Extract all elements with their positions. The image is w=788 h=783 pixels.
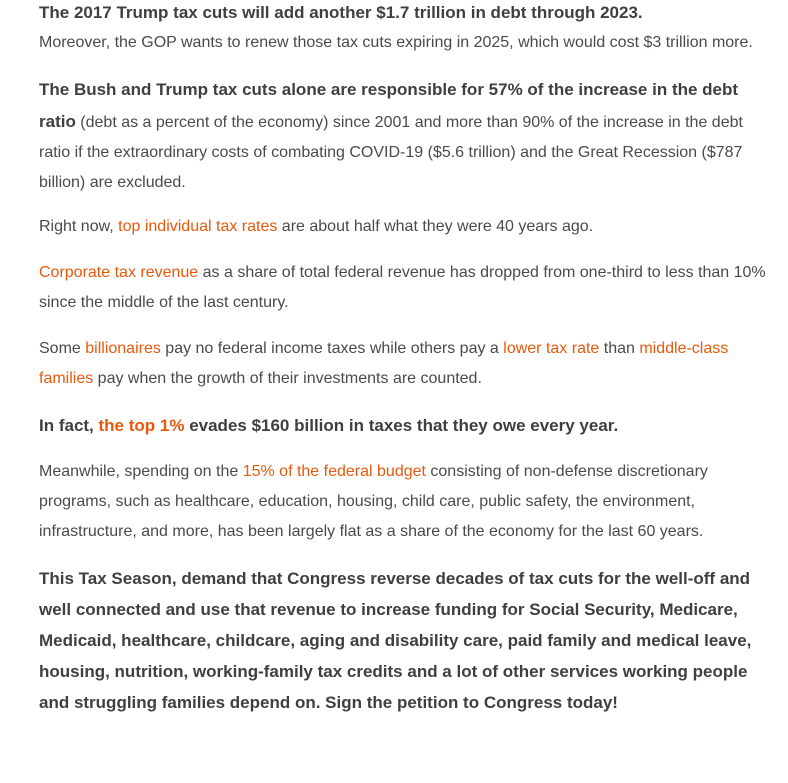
link-middle-class-families[interactable]: middle-class families (39, 340, 729, 387)
paragraph-debt-2023 (39, 0, 753, 58)
paragraph-call-to-action: This Tax Season, demand that Congress reverse decades of tax cuts for the well-off and well connected and use that revenue to increase funding for Social Security, Medicare, Medicaid, healthcare, childcare, aging and disability care, paid family and medical leave, housing, nutrition, working-family tax credits and a lot of other services working people and struggling families depend on. Sign the petition to Congress today! (39, 569, 752, 712)
link-top-individual-tax-rates[interactable]: top individual tax rates (118, 218, 278, 235)
paragraph-text: Moreover, the GOP wants to renew those tax cuts expiring in 2025, which would cost $3 trillion more. (39, 34, 753, 51)
text-segment: pay no federal income taxes while others pay a (160, 340, 504, 357)
link-corporate-tax-revenue[interactable]: Corporate tax revenue (39, 264, 199, 281)
text-segment: than (599, 340, 640, 357)
link-lower-tax-rate[interactable]: lower tax rate (503, 340, 600, 357)
text-segment: pay when the growth of their investments are counted. (93, 370, 482, 387)
paragraph-text: (debt as a percent of the economy) since 2001 and more than 90% of the increase in the debt ratio if the extraordinary costs of combating COVID-19 ($5.6 trillion) and the Great Recession ($787 billion) are excluded. (39, 114, 743, 191)
paragraph-billionaires (39, 334, 774, 394)
paragraph-federal-budget (39, 457, 774, 547)
text-segment: are about half what they were 40 years ago. (277, 218, 594, 235)
link-top-one-percent[interactable]: the top 1% (98, 416, 185, 435)
text-segment: Meanwhile, spending on the (39, 463, 243, 480)
text-segment: Some (39, 340, 86, 357)
headline-trump-tax-cuts: The 2017 Trump tax cuts will add another $1.7 trillion in debt through 2023. (39, 3, 643, 22)
text-segment: evades $160 billion in taxes that they owe every year. (184, 416, 619, 435)
paragraph-individual-rates (39, 212, 593, 242)
text-segment: as a share of total federal revenue has dropped from one-third to less than 10% since the middle of the last century. (39, 264, 766, 311)
text-segment: consisting of non-defense discretionary programs, such as healthcare, education, housing, child care, public safety, the environment, infrastructure, and more, has been largely flat as a share of the economy for the last 60 years. (39, 463, 708, 540)
paragraph-debt-ratio (39, 74, 774, 198)
text-segment: Right now, (39, 218, 119, 235)
link-billionaires[interactable]: billionaires (85, 340, 161, 357)
link-federal-budget[interactable]: 15% of the federal budget (242, 463, 426, 480)
bold-claim: The Bush and Trump tax cuts alone are responsible for 57% of the increase in the debt ratio (39, 80, 739, 131)
text-segment: In fact, (39, 416, 99, 435)
paragraph-corporate-revenue (39, 258, 774, 318)
paragraph-top-one-percent (39, 410, 618, 441)
